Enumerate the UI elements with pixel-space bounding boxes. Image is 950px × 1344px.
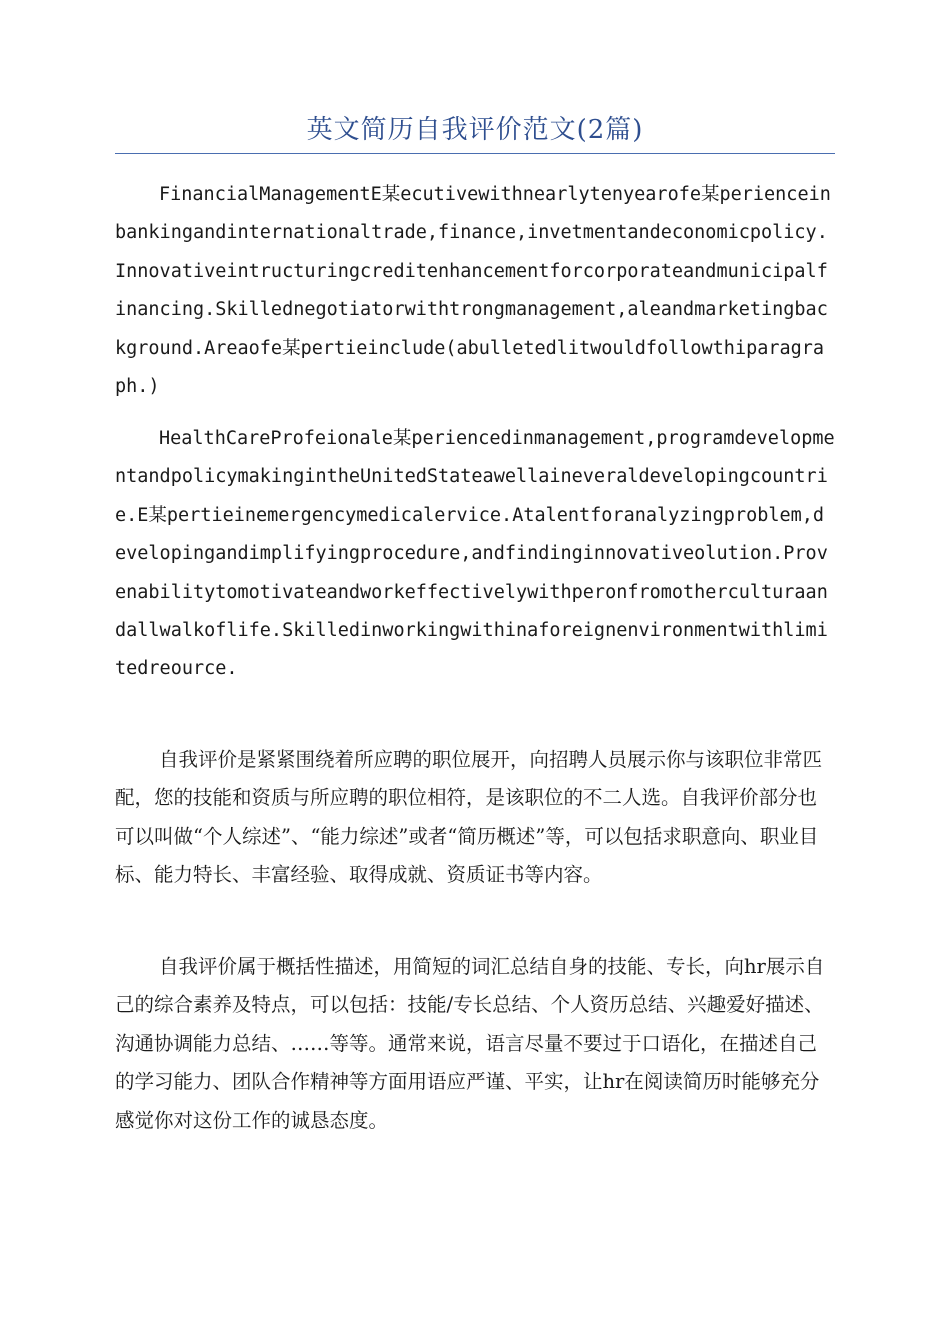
paragraph-self-evaluation-intro: 自我评价是紧紧围绕着所应聘的职位展开，向招聘人员展示你与该职位非常匹配，您的技能和资质与所应聘的职位相符，是该职位的不二人选。自我评价部分也可以叫做“个人综述”、“能力综述”或者“简历概述”等，可以包括求职意向、职业目标、能力特长、丰富经验、取得成就、资质证书等内容。 [115,748,823,887]
paragraph-health-care: HealthCareProfeionale某periencedinmanagement,programdevelopmentandpolicymakingintheUnitedStateawellaineveraldevelopingcountrie.E某pertieinemergencymedicalervice.Atalentforanalyzingproblem,developingandimplifyingprocedure,andfindinginnovativeolution.Provenabilitytomotivateandworkeffectivelywithperonfromotherculturaandallwalkoflife.Skilledinworkingwithinaforeignenvironmentwithlimitedreource. [115,428,835,680]
paragraph-self-evaluation-tips: 自我评价属于概括性描述，用简短的词汇总结自身的技能、专长，向hr展示自己的综合素养及特点，可以包括：技能/专长总结、个人资历总结、兴趣爱好描述、沟通协调能力总结、……等等。通常来说，语言尽量不要过于口语化，在描述自己的学习能力、团队合作精神等方面用语应严谨、平实，让hr在阅读简历时能够充分感觉你对这份工作的诚恳态度。 [115,955,825,1132]
paragraph-financial-management: FinancialManagementE某ecutivewithnearlytenyearofe某perienceinbankingandinternationaltrade,finance,invetmentandeconomicpolicy.Innovativeintructuringcreditenhancementforcorporateandmunicipalfinancing.Skillednegotiatorwithtrongmanagement,aleandmarketingbackground.Areaofe某pertieinclude(abulletedlitwouldfollowthiparagraph.) [115,184,831,398]
page-title: 英文简历自我评价范文(2篇) [306,115,644,145]
title-underline [115,153,835,154]
